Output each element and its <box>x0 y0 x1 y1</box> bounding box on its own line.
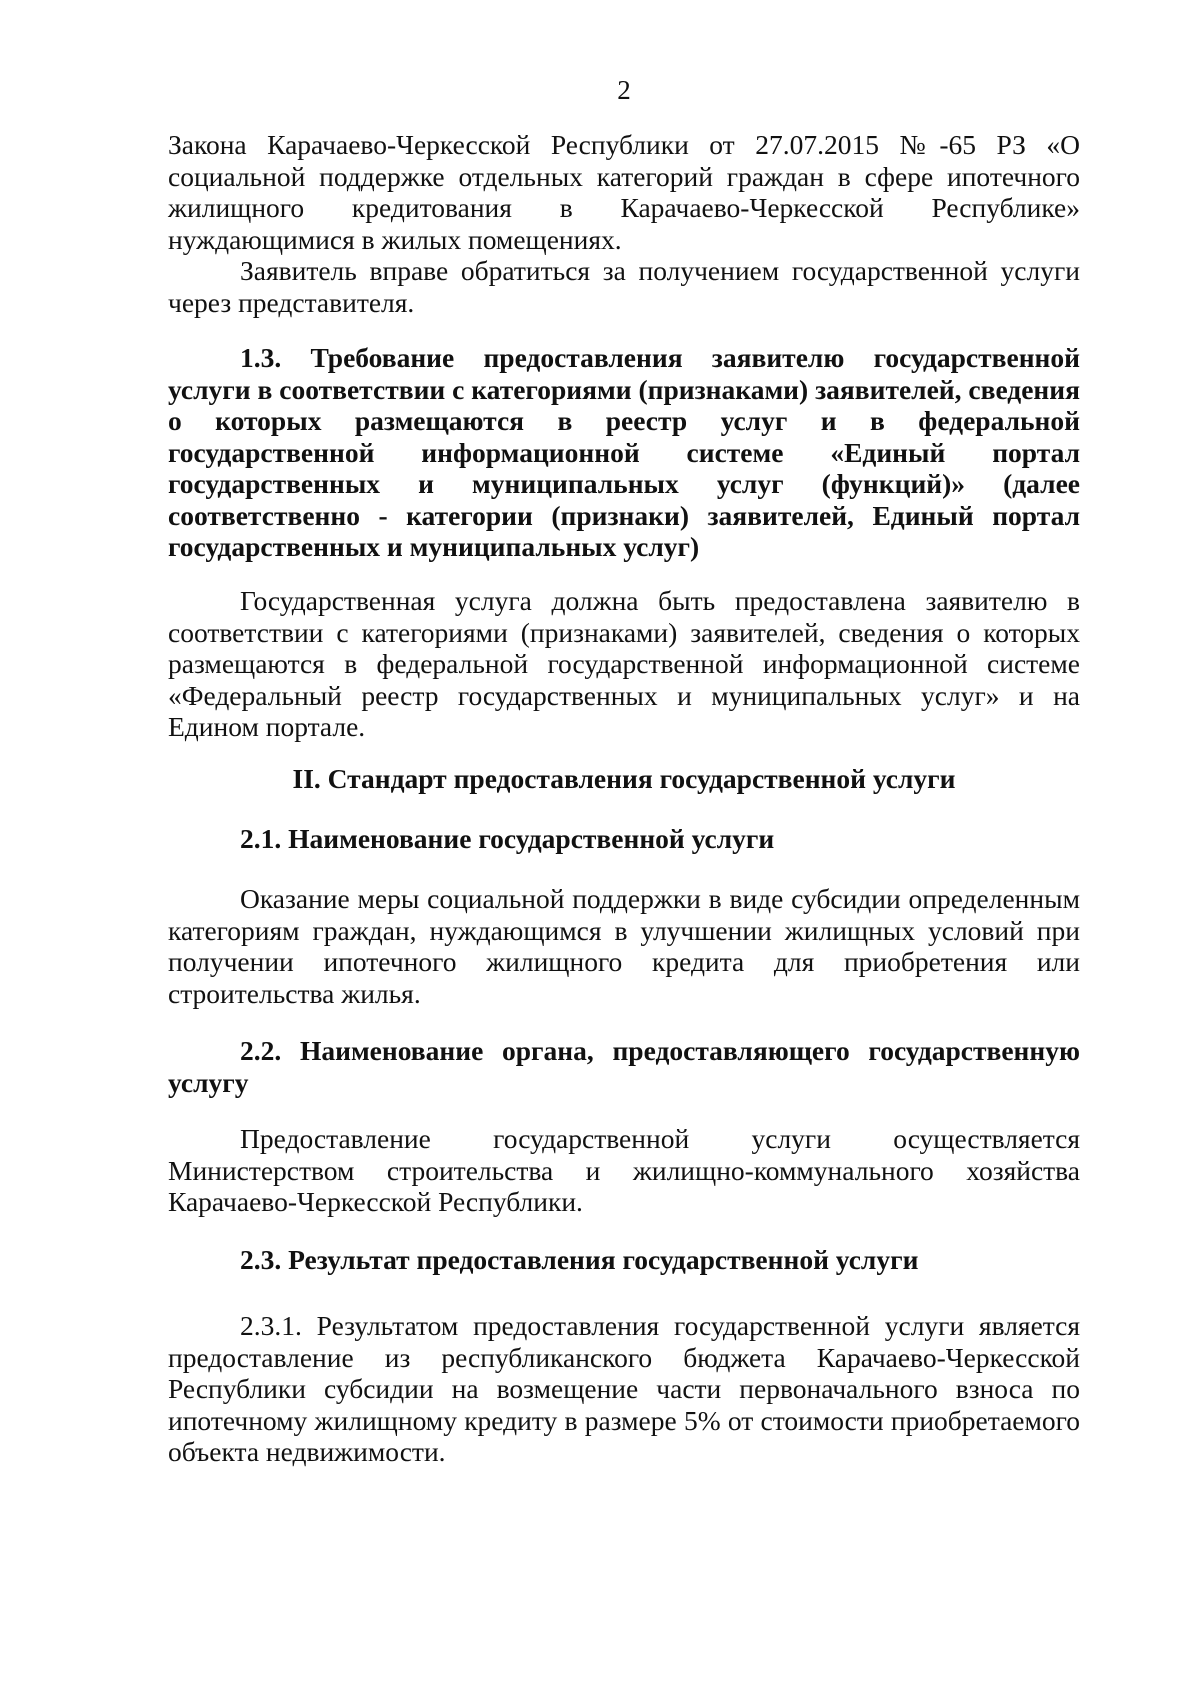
heading-2-3: 2.3. Результат предоставления государственной услуги <box>240 1244 919 1275</box>
heading-2-2: 2.2. Наименование органа, предоставляющего государственную услугу <box>168 1035 1080 1098</box>
page-number: 2 <box>617 75 631 105</box>
paragraph-law-reference: Закона Карачаево-Черкесской Республики от 27.07.2015 №-65 РЗ «О социальной поддержке отдельных категорий граждан в сфере ипотечного жилищного кредитования в Карачаево-Черкесской Республике» нуждающимися в жилых помещениях. <box>168 129 1080 255</box>
paragraph-representative: Заявитель вправе обратиться за получением государственной услуги через представителя. <box>168 255 1080 318</box>
paragraph-service-categories: Государственная услуга должна быть предоставлена заявителю в соответствии с категориями (признаками) заявителей, сведения о которых размещаются в федеральной государственной информационной системе «Федеральный реестр государственных и муниципальных услуг» и на Едином портале. <box>168 585 1080 742</box>
paragraph-providing-body: Предоставление государственной услуги осуществляется Министерством строительства и жилищно-коммунального хозяйства Карачаево-Черкесской Республики. <box>168 1123 1080 1217</box>
heading-section-2: II. Стандарт предоставления государственной услуги <box>292 763 956 794</box>
heading-2-1: 2.1. Наименование государственной услуги <box>240 823 775 854</box>
paragraph-2-3-1-result: 2.3.1. Результатом предоставления государственной услуги является предоставление из республиканского бюджета Карачаево-Черкесской Республики субсидии на возмещение части первоначального взноса по ипотечному жилищному кредиту в размере 5% от стоимости приобретаемого объекта недвижимости. <box>168 1310 1080 1467</box>
document-page <box>168 0 1080 1697</box>
paragraph-service-name: Оказание меры социальной поддержки в виде субсидии определенным категориям граждан, нуждающимся в улучшении жилищных условий при получении ипотечного жилищного кредита для приобретения или строительства жилья. <box>168 883 1080 1009</box>
heading-1-3: 1.3. Требование предоставления заявителю государственной услуги в соответствии с категориями (признаками) заявителей, сведения о которых размещаются в реестр услуг и в федеральной государственной информационной системе «Единый портал государственных и муниципальных услуг (функций)» (далее соответственно - категории (признаки) заявителей, Единый портал государственных и муниципальных услуг) <box>168 342 1080 562</box>
